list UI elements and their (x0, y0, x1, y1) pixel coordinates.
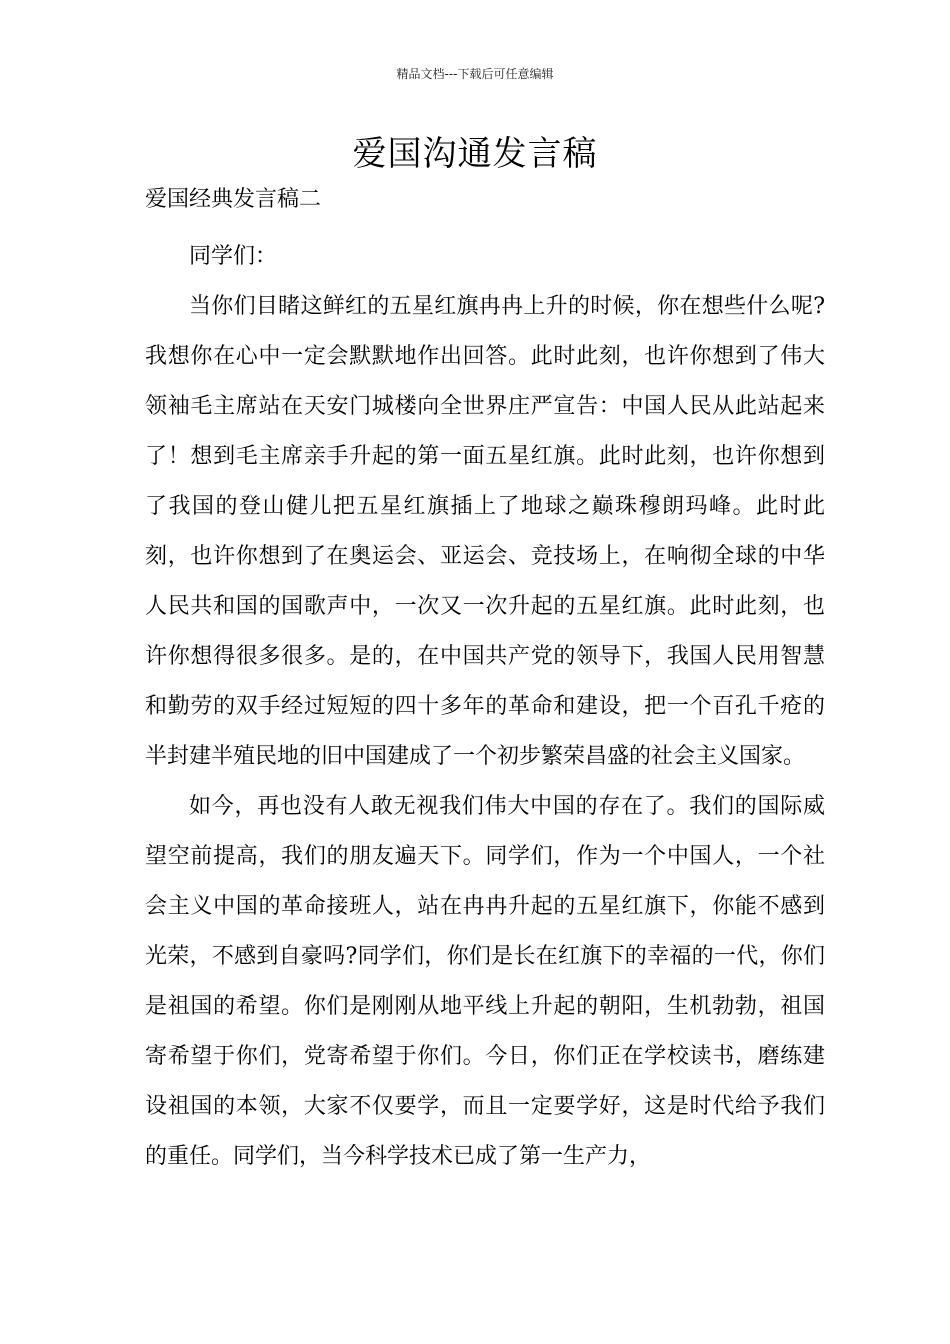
document-body (145, 232, 825, 1182)
document-title: 爱国沟通发言稿 (352, 134, 598, 174)
page-header: 精品文档---下载后可任意编辑 (396, 67, 554, 81)
document-subtitle: 爱国经典发言稿二 (145, 187, 322, 212)
body-paragraph: 如今，再也没有人敢无视我们伟大中国的存在了。我们的国际威望空前提高，我们的朋友遍天下。同学们，作为一个中国人，一个社会主义中国的革命接班人，站在冉冉升起的五星红旗下，你能不感到光荣，不感到自豪吗?同学们，你们是长在红旗下的幸福的一代，你们是祖国的希望。你们是刚刚从地平线上升起的朝阳，生机勃勃，祖国寄希望于你们，党寄希望于你们。今日，你们正在学校读书，磨练建设祖国的本领，大家不仅要学，而且一定要学好，这是时代给予我们的重任。同学们，当今科学技术已成了第一生产力， (145, 794, 825, 1169)
body-paragraph: 当你们目睹这鲜红的五星红旗冉冉上升的时候，你在想些什么呢?我想你在心中一定会默默地作出回答。此时此刻，也许你想到了伟大领袖毛主席站在天安门城楼向全世界庄严宣告：中国人民从此站起来了！想到毛主席亲手升起的第一面五星红旗。此时此刻，也许你想到了我国的登山健儿把五星红旗插上了地球之巅珠穆朗玛峰。此时此刻，也许你想到了在奥运会、亚运会、竞技场上，在响彻全球的中华人民共和国的国歌声中，一次又一次升起的五星红旗。此时此刻，也许你想得很多很多。是的，在中国共产党的领导下，我国人民用智慧和勤劳的双手经过短短的四十多年的革命和建设，把一个百孔千疮的半封建半殖民地的旧中国建成了一个初步繁荣昌盛的社会主义国家。 (145, 294, 825, 769)
salutation-paragraph: 同学们： (189, 244, 278, 269)
